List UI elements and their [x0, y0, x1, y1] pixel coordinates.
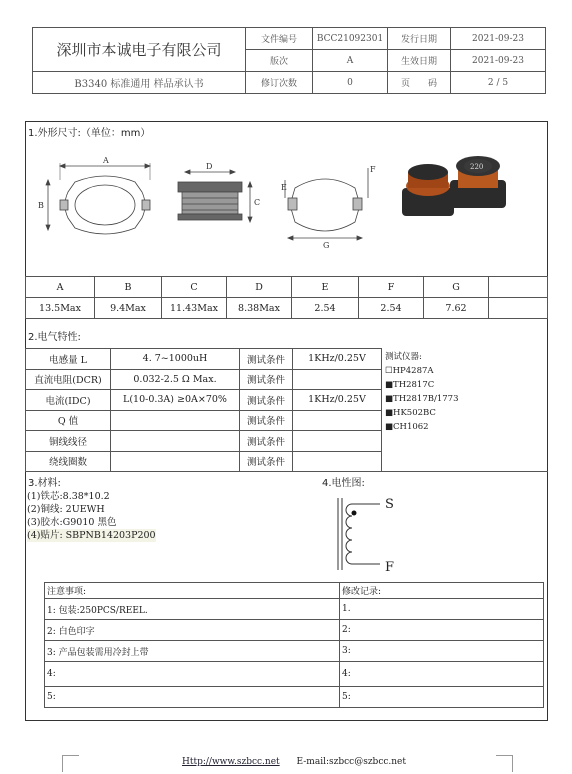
- product-image: [402, 156, 506, 216]
- elec-value: 4. 7~1000uH: [111, 349, 240, 370]
- elec-cond-label: 测试条件: [240, 390, 293, 411]
- revision-item: 4:: [340, 662, 544, 687]
- note-item: 5:: [45, 687, 340, 708]
- table-row: [45, 662, 544, 687]
- table-row: [26, 451, 382, 472]
- table-row: [45, 687, 544, 708]
- elec-name: 直流电阻(DCR): [26, 369, 111, 390]
- table-row: [26, 390, 382, 411]
- elec-value: [111, 451, 240, 472]
- top-view-drawing: [46, 163, 150, 234]
- finish-terminal-label: F: [385, 560, 395, 574]
- electrical-title: 2.电气特性:: [28, 332, 81, 343]
- elec-cond: [293, 431, 382, 452]
- materials-title: 3.材料:: [28, 478, 61, 489]
- dim-value-c: 11.43Max: [162, 298, 227, 319]
- list-item: (2)铜线: 2UEWH: [27, 504, 105, 515]
- elec-cond-label: 测试条件: [240, 451, 293, 472]
- table-row: [45, 620, 544, 641]
- elec-cond: 1KHz/0.25V: [293, 390, 382, 411]
- dim-value-d: 8.38Max: [227, 298, 292, 319]
- checkbox-icon: ■: [385, 380, 394, 390]
- dim-header-g: G: [424, 277, 489, 298]
- dim-value-e: 2.54: [292, 298, 359, 319]
- revision-item: 1.: [340, 599, 544, 620]
- list-item: ■TH2817B/1773: [385, 394, 459, 404]
- elec-name: 电感量 L: [26, 349, 111, 370]
- list-item: (1)铁芯:8.38*10.2: [27, 491, 110, 502]
- doc-no: BCC21092301: [313, 28, 388, 50]
- dim-header-a: A: [26, 277, 95, 298]
- header-table: [32, 27, 546, 94]
- instruments-title: 测试仪器:: [385, 352, 422, 362]
- dim-value-b: 9.4Max: [95, 298, 162, 319]
- dim-header-blank: [489, 277, 548, 298]
- crop-mark: [496, 755, 513, 772]
- website-link[interactable]: Http://www.szbcc.net: [182, 757, 280, 767]
- elec-value: L(10-0.3A) ≥0A×70%: [111, 390, 240, 411]
- dimensions-table: [25, 276, 548, 319]
- dimensions-title: 1.外形尺寸:（单位：mm）: [28, 128, 151, 139]
- checkbox-icon: ■: [385, 408, 394, 418]
- list-item: ■HK502BC: [385, 408, 436, 418]
- checkbox-icon: ■: [385, 394, 394, 404]
- label-c: C: [254, 198, 261, 207]
- elec-name: Q 值: [26, 410, 111, 431]
- dim-header-f: F: [359, 277, 424, 298]
- elec-name: 铜线线径: [26, 431, 111, 452]
- revision: 0: [313, 72, 388, 94]
- inductor-schematic: [330, 492, 410, 574]
- checkbox-icon: ☐: [385, 366, 393, 376]
- elec-cond-label: 测试条件: [240, 431, 293, 452]
- notes-table: [44, 582, 544, 708]
- note-item: 2: 白色印字: [45, 620, 340, 641]
- list-item: ☐HP4287A: [385, 366, 434, 376]
- revision-item: 5:: [340, 687, 544, 708]
- note-item: 3: 产品包装需用冷封上带: [45, 641, 340, 662]
- product-marking: 220: [470, 163, 484, 171]
- label-e: E: [281, 183, 287, 192]
- elec-cond-label: 测试条件: [240, 369, 293, 390]
- dimension-drawings: [30, 150, 540, 275]
- elec-value: 0.032-2.5 Ω Max.: [111, 369, 240, 390]
- label-a: A: [103, 156, 109, 165]
- electrical-table: [25, 348, 382, 472]
- elec-cond: [293, 369, 382, 390]
- list-item: (4)贴片: SBPNB14203P200: [27, 530, 156, 541]
- dim-value-a: 13.5Max: [26, 298, 95, 319]
- revision-item: 2:: [340, 620, 544, 641]
- note-item: 1: 包装:250PCS/REEL.: [45, 599, 340, 620]
- table-row: [45, 641, 544, 662]
- table-row: [26, 349, 382, 370]
- issue-date: 2021-09-23: [451, 28, 546, 50]
- instruments-list: [385, 350, 459, 434]
- version-label: 版次: [246, 50, 313, 72]
- effective-date-label: 生效日期: [388, 50, 451, 72]
- table-row: [26, 410, 382, 431]
- checkbox-icon: ■: [385, 422, 394, 432]
- section-divider: [25, 471, 548, 472]
- dim-header-b: B: [95, 277, 162, 298]
- dim-header-c: C: [162, 277, 227, 298]
- table-row: [26, 369, 382, 390]
- elec-cond: [293, 451, 382, 472]
- list-item: ■CH1062: [385, 422, 429, 432]
- page-label: 页 码: [388, 72, 451, 94]
- elec-cond: [293, 410, 382, 431]
- table-row: [45, 599, 544, 620]
- crop-mark: [62, 755, 79, 772]
- elec-value: [111, 431, 240, 452]
- note-item: 4:: [45, 662, 340, 687]
- doc-title: B3340 标准通用 样品承认书: [33, 72, 246, 94]
- version: A: [313, 50, 388, 72]
- elec-cond: 1KHz/0.25V: [293, 349, 382, 370]
- page-number: 2 / 5: [451, 72, 546, 94]
- bottom-view-drawing: [285, 168, 368, 240]
- revision-item: 3:: [340, 641, 544, 662]
- revision-label: 修订次数: [246, 72, 313, 94]
- list-item: (3)胶水:G9010 黑色: [27, 517, 117, 528]
- label-f: F: [370, 165, 376, 174]
- dim-value-g: 7.62: [424, 298, 489, 319]
- email-text: E-mail:szbcc@szbcc.net: [296, 757, 407, 767]
- notes-title: 注意事项:: [45, 583, 340, 599]
- elec-name: 电流(IDC): [26, 390, 111, 411]
- schematic-title: 4.电性图:: [322, 478, 365, 489]
- label-b: B: [38, 201, 44, 210]
- elec-name: 绕线圈数: [26, 451, 111, 472]
- label-g: G: [323, 241, 330, 250]
- dim-value-f: 2.54: [359, 298, 424, 319]
- company-name: 深圳市本诚电子有限公司: [33, 28, 246, 72]
- label-d: D: [206, 162, 213, 171]
- dim-header-d: D: [227, 277, 292, 298]
- doc-no-label: 文件编号: [246, 28, 313, 50]
- side-view-drawing: [178, 170, 252, 222]
- issue-date-label: 发行日期: [388, 28, 451, 50]
- table-row: [26, 431, 382, 452]
- elec-cond-label: 测试条件: [240, 349, 293, 370]
- elec-cond-label: 测试条件: [240, 410, 293, 431]
- effective-date: 2021-09-23: [451, 50, 546, 72]
- start-terminal-label: S: [385, 497, 394, 512]
- elec-value: [111, 410, 240, 431]
- list-item: ■TH2817C: [385, 380, 435, 390]
- footer: [182, 757, 406, 767]
- dim-header-e: E: [292, 277, 359, 298]
- dim-value-blank: [489, 298, 548, 319]
- materials-list: [27, 490, 156, 542]
- revision-record-title: 修改记录:: [340, 583, 544, 599]
